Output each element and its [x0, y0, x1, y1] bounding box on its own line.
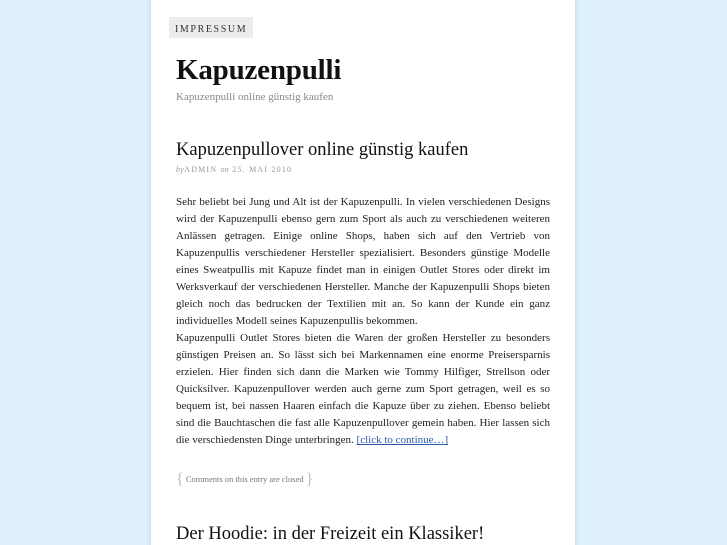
post-author[interactable]: ADMIN	[184, 165, 218, 174]
post-meta	[176, 164, 292, 175]
site-description: Kapuzenpulli online günstig kaufen	[176, 91, 334, 103]
page-container	[151, 0, 575, 545]
meta-by: by	[176, 165, 185, 174]
post-title[interactable]: Der Hoodie: in der Freizeit ein Klassiker!	[176, 524, 485, 544]
post-paragraph	[176, 330, 550, 449]
nav-item-impressum[interactable]: IMPRESSUM	[175, 24, 248, 35]
post-paragraph: Sehr beliebt bei Jung und Alt ist der Kapuzenpulli. In vielen verschiedenen Designs wird der Kapuzenpulli ebenso gern zum Sport als auch zu verschiedenen weiteren Anlässen getragen. Einige online Shops, haben sich auf den Vertrieb von Kapuzenpullis verschiedener Hersteller spezialisiert. Besonders günstige Modelle eines Sweatpullis mit Kapuze findet man in einigen Outlet Stores oder direkt im Werksverkauf der verschiedenen Hersteller. Manche der Kapuzenpulli Shops bieten gleich noch das bedrucken der Textilien mit an. So kann der Kunde ein ganz individuelles Modell seines Kapuzenpullis bekommen.	[176, 196, 550, 327]
close-brace: }	[305, 471, 314, 488]
comments-status	[176, 470, 313, 489]
meta-on: on	[220, 165, 230, 174]
post-title[interactable]: Kapuzenpullover online günstig kaufen	[176, 140, 469, 160]
nav-bar	[169, 17, 253, 38]
site-title[interactable]: Kapuzenpulli	[176, 54, 342, 86]
post-body	[176, 194, 550, 449]
post-date: 25. MAI 2010	[232, 165, 293, 174]
continue-link[interactable]: [click to continue…]	[356, 434, 449, 446]
post-paragraph-text: Kapuzenpulli Outlet Stores bieten die Waren der großen Hersteller zu besonders günstigen Preisen an. So lässt sich bei Markennamen eine enorme Preisersparnis erzielen. Hier finden sich dann die Marken wie Tommy Hilfiger, Strellson oder Quicksilver. Kapuzenpullover werden auch gerne zum Sport getragen, weil es so bequem ist, bei nassen Haaren einfach die Kapuze über zu ziehen. Ebenso beliebt sind die Bauchtaschen die fast alle Kapuzenpullover gemein haben. Hier lassen sich die verschiedensten Dinge unterbringen.	[176, 332, 550, 446]
comments-closed-text: Comments on this entry are closed	[185, 474, 304, 484]
open-brace: {	[176, 471, 184, 488]
